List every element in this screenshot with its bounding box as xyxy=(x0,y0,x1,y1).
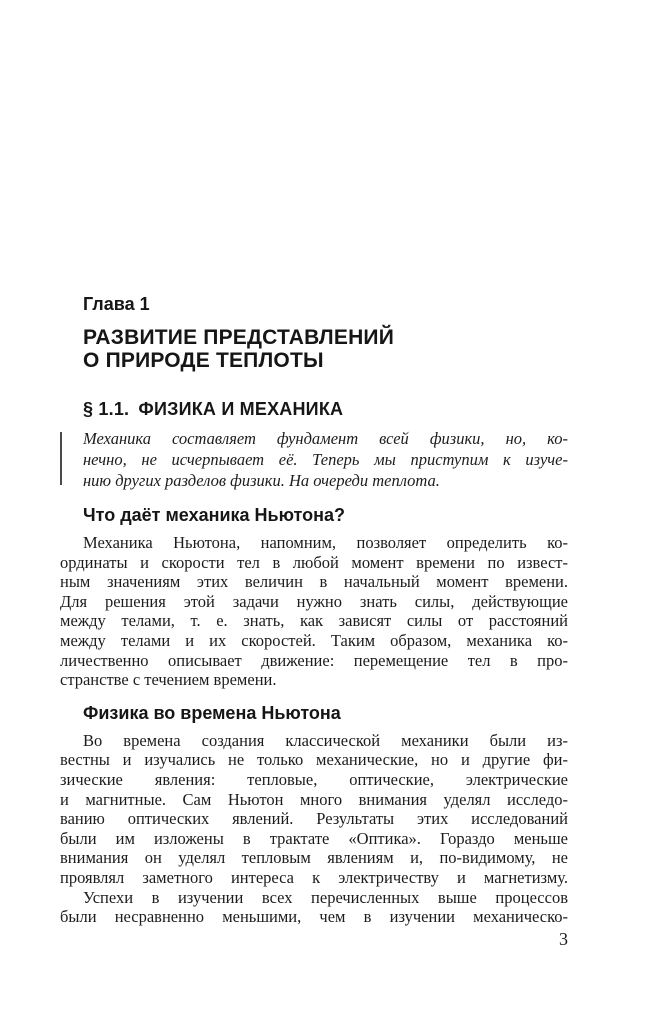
text-line: О ПРИРОДЕ ТЕПЛОТЫ xyxy=(83,349,324,372)
text-line: нию других разделов физики. На очереди теплота. xyxy=(83,471,440,490)
text-line: Механика Ньютона, напомним, позволяет определить ко- xyxy=(83,533,568,552)
section-heading: § 1.1. ФИЗИКА И МЕХАНИКА xyxy=(83,399,344,419)
subsection-heading: Физика во времена Ньютона xyxy=(83,702,341,723)
chapter-label: Глава 1 xyxy=(83,294,150,314)
text-line: и магнитные. Сам Ньютон много внимания уделял исследо- xyxy=(60,789,568,809)
text-line: зические явления: тепловые, оптические, электрические xyxy=(60,769,568,789)
text-line: проявлял заметного интереса к электричеству и магнетизму. xyxy=(60,867,568,887)
text-line: ванию оптических явлений. Результаты этих исследований xyxy=(60,809,568,829)
text-line: нечно, не исчерпывает её. Теперь мы приступим к изуче- xyxy=(83,450,568,469)
text-line: Во времена создания классической механики были из- xyxy=(83,730,568,750)
text-line: ным значениям этих величин в начальный момент времени. xyxy=(60,572,568,592)
text-line: личественно описывает движение: перемещение тел в про- xyxy=(60,650,568,670)
text-line: РАЗВИТИЕ ПРЕДСТАВЛЕНИЙ xyxy=(83,326,395,349)
text-line: между телами, т. е. знать, как зависят силы от расстояний xyxy=(60,611,568,631)
text-line: между телами и их скоростей. Таким образом, механика ко- xyxy=(60,630,568,650)
page-number: 3 xyxy=(559,929,568,949)
subsection xyxy=(60,506,568,690)
text-line: были им изложены в трактате «Оптика». Гораздо меньше xyxy=(60,828,568,848)
subsection xyxy=(60,704,568,927)
text-line: внимания он уделял тепловым явлениям и, по-видимому, не xyxy=(60,848,568,868)
body-paragraph xyxy=(60,533,568,690)
text-line: вестны и изучались не только механические, но и другие фи- xyxy=(60,750,568,770)
text-line: ординаты и скорости тел в любой момент времени по извест- xyxy=(60,552,568,572)
text-column xyxy=(60,0,568,927)
body-paragraph xyxy=(60,731,568,888)
text-line: были несравненно меньшими, чем в изучении механическо- xyxy=(60,907,568,927)
chapter-title xyxy=(83,326,568,372)
text-line: странстве с течением времени. xyxy=(60,670,277,690)
section-intro-quote xyxy=(60,428,568,491)
text-line: Механика составляет фундамент всей физики, но, ко- xyxy=(83,429,568,448)
text-line: Успехи в изучении всех перечисленных выше процессов xyxy=(83,887,568,907)
body-paragraph xyxy=(60,888,568,927)
subsection-heading: Что даёт механика Ньютона? xyxy=(83,505,345,525)
text-line: Для решения этой задачи нужно знать силы, действующие xyxy=(60,591,568,611)
